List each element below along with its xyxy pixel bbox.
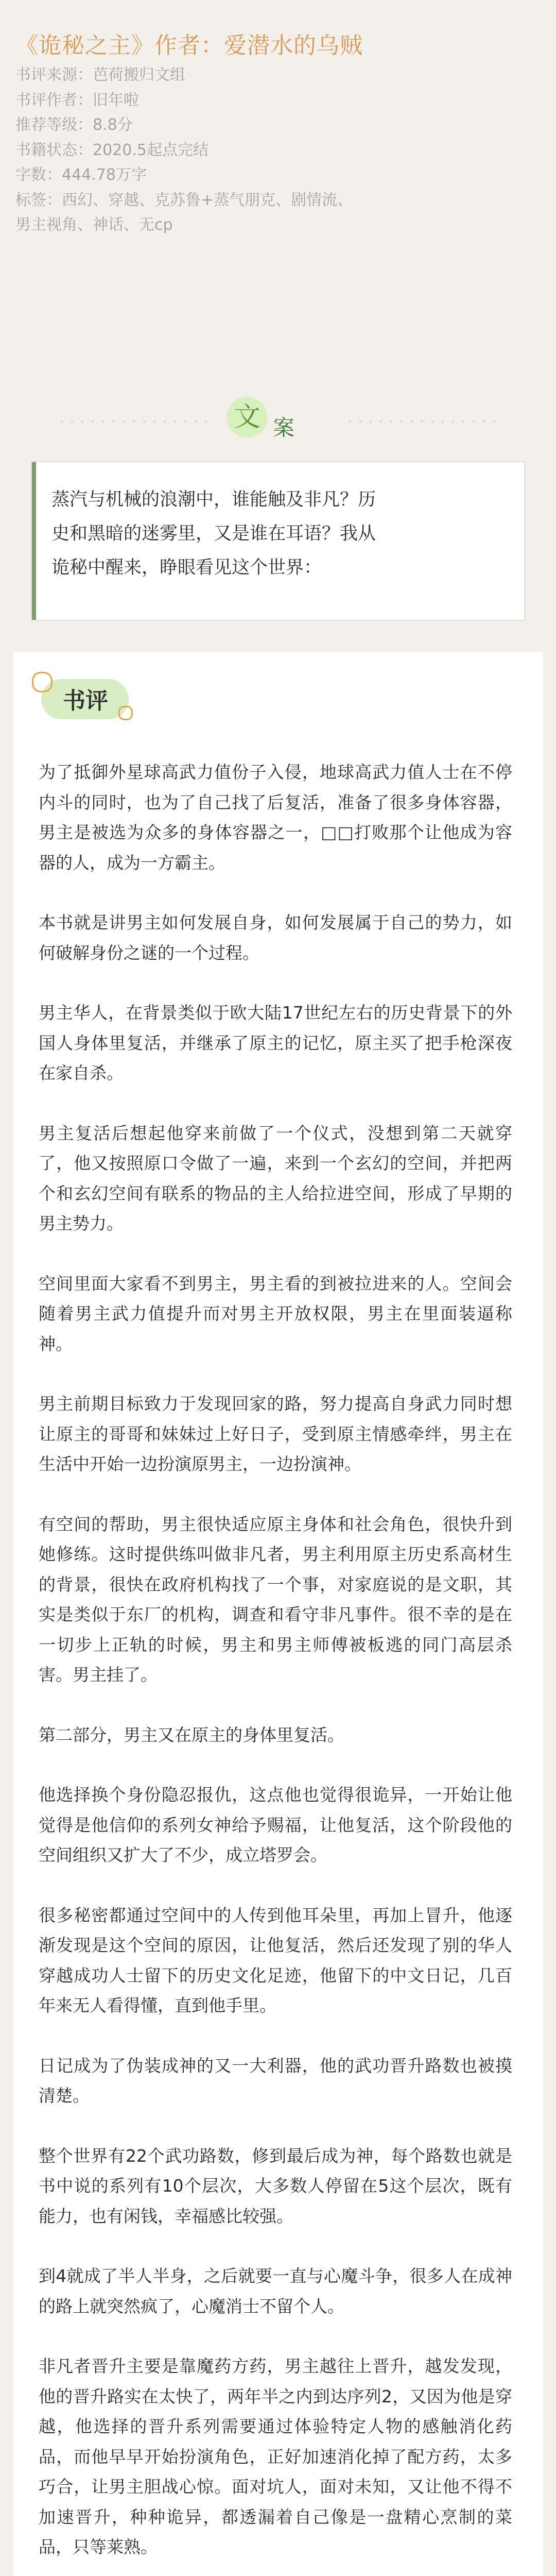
info-row: 书评作者：旧年啦 <box>15 91 139 109</box>
info-row: 书评来源：芭荷搬归文组 <box>15 66 185 84</box>
review-paragraph: 到4就成了半人半身，之后就要一直与心魔斗争，很多人在成神的路上就突然疯了，心魔消士不留个人。 <box>39 2266 512 2316</box>
info-row: 标签：西幻、穿越、克苏鲁+蒸气朋克、剧情流、 <box>15 191 353 209</box>
review-paragraph: 整个世界有22个武功路数，修到最后成为神，每个路数也就是书中说的系列有10个层次，大多数人停留在5这个层次，既有能力，也有闲钱，幸福感比较强。 <box>39 2145 512 2226</box>
review-paragraph: 男主华人，在背景类似于欧大陆17世纪左右的历史背景下的外国人身体里复活，并继承了原主的记忆，原主买了把手枪深夜在家自杀。 <box>39 1003 512 1083</box>
synopsis-text <box>51 483 505 585</box>
review-paragraph: 日记成为了伪装成神的又一大利器，他的武功晋升路数也被摸清楚。 <box>39 2055 512 2106</box>
review-paragraph: 第二部分，男主又在原主的身体里复活。 <box>39 1724 344 1745</box>
ring-decoration-icon <box>32 672 53 692</box>
ring-decoration-icon <box>118 706 133 720</box>
wenan-header <box>0 392 556 448</box>
book-info <box>15 63 541 238</box>
info-row: 字数：444.78万字 <box>15 166 147 184</box>
review-paragraph: 他选择换个身份隐忍报仇，这点他也觉得很诡异，一开始让他觉得是他信仰的系列女神给予赐福，让他复活，这个阶段他的空间组织又扩大了不少，成立塔罗会。 <box>39 1785 512 1865</box>
review-paragraph: 很多秘密都通过空间中的人传到他耳朵里，再加上冒升，他逐渐发现是这个空间的原因，让他复活，然后还发现了别的华人穿越成功人士留下的历史文化足迹，他留下的中文日记，几百年来无人看得懂，直到他手里。 <box>39 1905 512 2015</box>
info-row: 书籍状态：2020.5起点完结 <box>15 141 208 159</box>
review-paragraph: 本书就是讲男主如何发展自身，如何发展属于自己的势力，如何破解身份之谜的一个过程。 <box>39 912 512 963</box>
synopsis-box <box>31 461 525 621</box>
synopsis-line: 诡秘中醒来，睁眼看见这个世界： <box>51 557 322 578</box>
wenan-label: 案 <box>273 415 295 440</box>
info-row: 男主视角、神话、无cp <box>15 216 173 234</box>
review-tag-label: 书评 <box>63 688 108 714</box>
wenan-badge: 文 <box>227 397 268 438</box>
review-paragraph: 空间里面大家看不到男主，男主看的到被拉进来的人。空间会随着男主武力值提升而对男主开放权限，男主在里面装逼称神。 <box>39 1273 512 1354</box>
review-paragraph: 为了抵御外星球高武力值份子入侵，地球高武力值人士在不停内斗的同时，也为了自己找了后复活，准备了很多身体容器，男主是被选为众多的身体容器之一，□□打败那个让他成为容器的人，成为一方霸主。 <box>39 762 512 873</box>
info-row: 推荐等级：8.8分 <box>15 116 133 134</box>
review-card <box>13 652 543 2576</box>
synopsis-line: 史和黑暗的迷雾里，又是谁在耳语？我从 <box>51 523 376 544</box>
review-tag <box>41 670 139 726</box>
review-paragraph: 非凡者晋升主要是靠魔药方药，男主越往上晋升，越发发现，他的晋升路实在太快了，两年半之内到达序列2，又因为他是穿越，他选择的晋升系列需要通过体验特定人物的感触消化药品，而他早早开始扮演角色，正好加速消化掉了配方药，太多巧合，让男主胆战心惊。面对坑人，面对未知，又让他不得不加速晋升，种种诡异，都透漏着自己像是一盘精心烹制的菜品，只等莱熟。 <box>39 2356 512 2557</box>
dots-divider-left <box>57 420 211 423</box>
synopsis-accent-bar <box>32 462 36 620</box>
review-paragraph: 男主前期目标致力于发现回家的路，努力提高自身武力同时想让原主的哥哥和妹妹过上好日子，受到原主情感牵绊，男主在生活中开始一边扮演原男主，一边扮演神。 <box>39 1394 512 1474</box>
review-body <box>39 757 512 2576</box>
dots-divider-right <box>345 420 499 423</box>
book-title: 《诡秘之主》作者：爱潜水的乌贼 <box>15 32 363 59</box>
review-paragraph: 男主复活后想起他穿来前做了一个仪式，没想到第二天就穿了，他又按照原口令做了一遍，来到一个玄幻的空间，并把两个和玄幻空间有联系的物品的主人给拉进空间，形成了早期的男主势力。 <box>39 1123 512 1233</box>
review-paragraph: 有空间的帮助，男主很快适应原主身体和社会角色，很快升到她修练。这时提供练叫做非凡者，男主利用原主历史系高材生的背景，很快在政府机构找了一个事，对家庭说的是文职，其实是类似于东厂的机构，调查和看守非凡事件。很不幸的是在一切步上正轨的时候，男主和男主师傅被板逃的同门高层杀害。男主挂了。 <box>39 1514 512 1685</box>
synopsis-line: 蒸汽与机械的浪潮中，谁能触及非凡？历 <box>51 489 376 510</box>
